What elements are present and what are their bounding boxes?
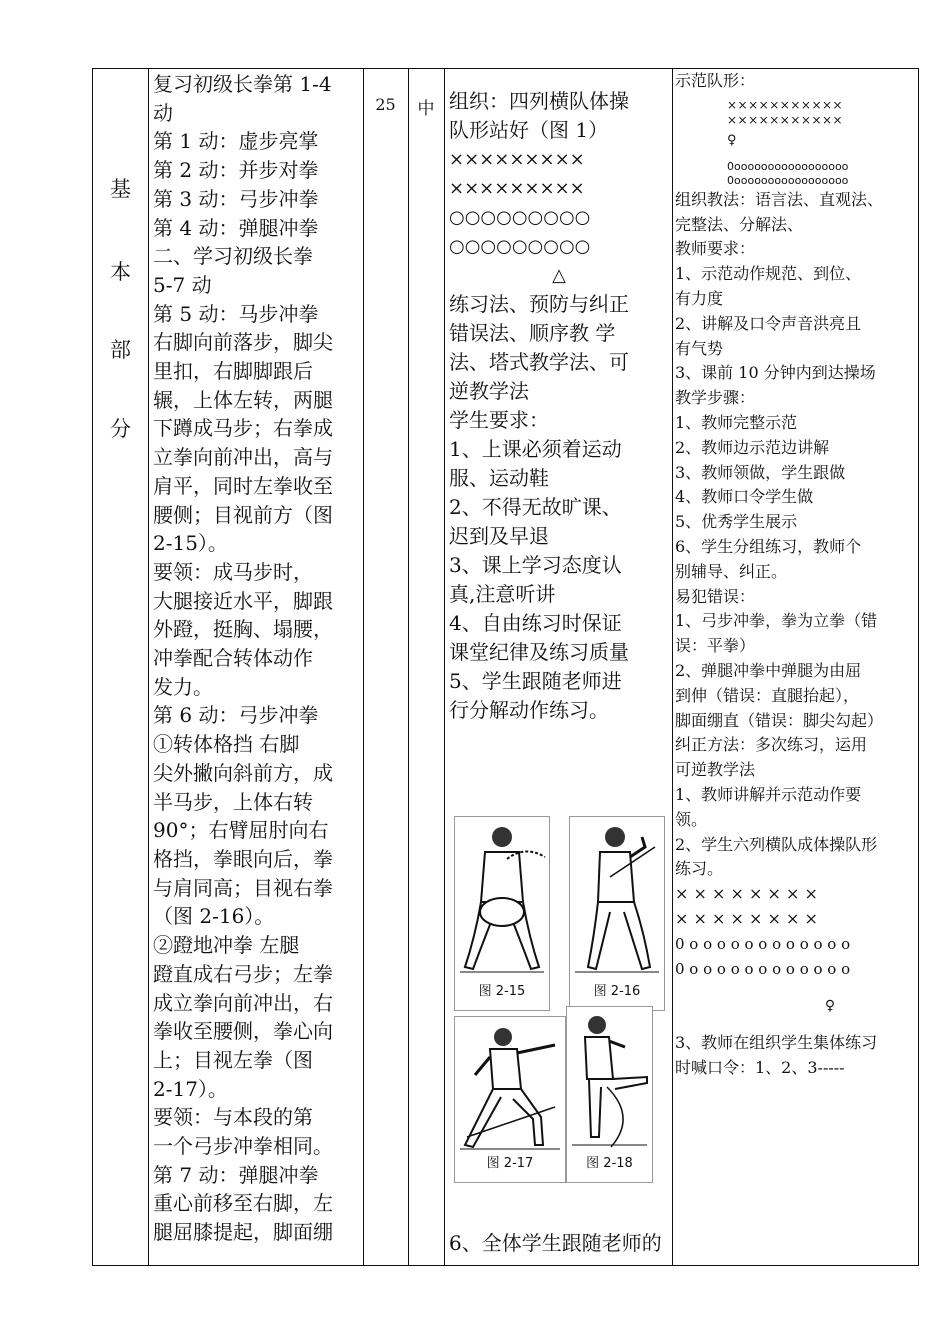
methods-text	[675, 188, 915, 882]
methods-line: 时喊口令：1、2、3-----	[675, 1058, 845, 1078]
content-line: 要领：成马步时，	[153, 559, 313, 584]
methods-end-text	[675, 1031, 915, 1081]
content-line: 第 4 动：弹腿冲拳	[153, 215, 319, 240]
org-requirements	[449, 290, 669, 725]
methods-line: 有气势	[675, 338, 724, 358]
content-line: 与肩同高；目视右拳	[153, 875, 333, 900]
org-line: 迟到及早退	[449, 524, 549, 548]
content-line: 格挡，拳眼向后，拳	[153, 846, 333, 871]
content-line: 5-7 动	[153, 272, 212, 297]
methods-line: 到伸（错误：直腿抬起），	[675, 685, 860, 705]
org-line: 逆教学法	[449, 379, 529, 403]
time-cell: 25	[375, 95, 396, 114]
section-char: 本	[110, 260, 131, 284]
student-row-x: ×××××××××	[449, 149, 585, 170]
methods-line: 有力度	[675, 288, 724, 308]
org-line: 1、上课必须着运动	[449, 437, 622, 461]
student-row-o: 0 o o o o o o o o o o o o	[675, 959, 851, 978]
content-line: 一个弓步冲拳相同。	[153, 1134, 333, 1159]
org-line: 2、不得无故旷课、	[449, 495, 622, 519]
content-line: 2-15）。	[153, 531, 228, 556]
content-line: ①转体格挡 右脚	[153, 732, 300, 757]
content-line: 肩平，同时左拳收至	[153, 473, 333, 498]
methods-line: 1、示范动作规范、到位、	[675, 264, 862, 284]
methods-line: 别辅导、纠正。	[675, 561, 788, 581]
intensity-cell: 中	[417, 99, 435, 119]
organization-column	[449, 69, 669, 1265]
figure-2-17	[454, 1016, 566, 1183]
content-line: 里扣，右脚脚跟后	[153, 359, 313, 384]
content-line: 复习初级长拳第 1-4	[153, 72, 332, 96]
methods-line: 3、教师领做，学生跟做	[675, 462, 846, 482]
student-row-x: ×××××××××××	[727, 112, 844, 127]
methods-line: 6、学生分组练习，教师个	[675, 536, 862, 556]
content-line: 第 1 动：虚步亮掌	[153, 129, 319, 154]
content-line: 半马步，上体右转	[153, 789, 313, 814]
content-line: 第 5 动：马步冲拳	[153, 301, 319, 326]
methods-line: 脚面绷直（错误：脚尖勾起）	[675, 710, 884, 730]
methods-line: 教学步骤：	[675, 388, 756, 408]
methods-line: 1、教师完整示范	[675, 412, 798, 432]
section-char: 部	[110, 338, 131, 362]
demo-formation-o	[675, 160, 915, 188]
figure-2-18	[566, 1006, 653, 1183]
student-row-o: 0ooooooooooooooooo	[727, 173, 849, 187]
teacher-triangle-icon: △	[552, 265, 566, 286]
org-line: 法、塔式教学法、可	[449, 350, 629, 374]
section-column	[93, 69, 148, 1265]
org-line: 课堂纪律及练习质量	[449, 640, 629, 664]
content-line: 辗，上体左转，两腿	[153, 387, 333, 412]
methods-line: 1、教师讲解并示范动作要	[675, 784, 862, 804]
methods-line: 2、讲解及口令声音洪亮且	[675, 313, 862, 333]
column-divider	[672, 69, 673, 1265]
methods-line: 误：平拳）	[675, 636, 756, 656]
student-row-o: ○○○○○○○○○	[449, 236, 591, 257]
content-line: 冲拳配合转体动作	[153, 646, 313, 671]
column-divider	[363, 69, 364, 1265]
student-row-x: × × × × × × × ×	[675, 884, 818, 904]
methods-line: 练习。	[675, 859, 724, 879]
methods-line: 2、学生六列横队成体操队形	[675, 834, 878, 854]
content-column	[153, 69, 363, 1247]
figure-caption: 图 2-17	[486, 1156, 534, 1171]
teacher-icon: ♀	[727, 132, 737, 148]
student-row-o: 0 o o o o o o o o o o o o	[675, 934, 851, 953]
figure-2-15	[454, 816, 550, 1011]
org-line: 行分解动作练习。	[449, 698, 609, 722]
column-divider	[444, 69, 445, 1265]
student-row-x: × × × × × × × ×	[675, 908, 818, 928]
section-char: 分	[110, 417, 131, 441]
methods-line: 领。	[675, 809, 708, 829]
content-line: 第 6 动：弓步冲拳	[153, 703, 319, 728]
methods-line: 教师要求：	[675, 239, 756, 259]
methods-line: 可逆教学法	[675, 760, 756, 780]
content-line: 大腿接近水平，脚跟	[153, 588, 333, 613]
org-line: 5、学生跟随老师进	[449, 669, 622, 693]
methods-line: 2、教师边示范边讲解	[675, 437, 830, 457]
content-line: 立拳向前冲出，高与	[153, 445, 333, 470]
section-char: 基	[110, 177, 131, 201]
org-line: 真,注意听讲	[449, 582, 556, 606]
content-line: 蹬直成右弓步；左拳	[153, 961, 333, 986]
student-row-x: ×××××××××	[449, 178, 585, 199]
student-row-o: ○○○○○○○○○	[449, 207, 591, 228]
content-line: 发力。	[153, 674, 213, 699]
content-line: 2-17）。	[153, 1076, 228, 1101]
methods-line: 组织教法：语言法、直观法、	[675, 189, 884, 209]
figure-caption: 图 2-18	[586, 1156, 633, 1171]
content-line: 腰侧；目视前方（图	[153, 502, 333, 527]
content-line: 第 7 动：弹腿冲拳	[153, 1162, 319, 1187]
org-line: 错误法、顺序教 学	[449, 321, 616, 345]
methods-line: 4、教师口令学生做	[675, 487, 814, 507]
methods-line: 5、优秀学生展示	[675, 512, 798, 532]
content-line: 下蹲成马步；右拳成	[153, 416, 333, 441]
methods-line: 完整法、分解法、	[675, 214, 804, 234]
student-row-o: 0ooooooooooooooooo	[727, 159, 849, 173]
content-line: 90°；右臂屈肘向右	[153, 818, 329, 843]
methods-line: 2、弹腿冲拳中弹腿为由屈	[675, 660, 862, 680]
methods-line: 纠正方法：多次练习，运用	[675, 735, 868, 755]
methods-line: 易犯错误：	[675, 586, 756, 606]
content-line: ②蹬地冲拳 左腿	[153, 933, 300, 958]
content-line: 外蹬，挺胸、塌腰，	[153, 617, 333, 642]
lesson-table	[92, 68, 919, 1266]
org-line: 3、课上学习态度认	[449, 553, 622, 577]
methods-line: 3、教师在组织学生集体练习	[675, 1033, 878, 1053]
methods-title: 示范队形：	[675, 71, 756, 90]
content-line: 第 3 动：弓步冲拳	[153, 186, 319, 211]
content-line: 右脚向前落步，脚尖	[153, 330, 333, 355]
methods-line: 3、课前 10 分钟内到达操场	[675, 363, 876, 383]
column-divider	[148, 69, 149, 1265]
student-row-x: ×××××××××××	[727, 97, 844, 112]
methods-column	[675, 69, 915, 1265]
org-line: 练习法、预防与纠正	[449, 292, 629, 316]
org-line: 服、运动鞋	[449, 466, 549, 490]
content-line: （图 2-16）。	[153, 904, 275, 929]
column-divider	[408, 69, 409, 1265]
content-line: 重心前移至右脚，左	[153, 1191, 333, 1216]
org-line: 组织：四列横队体操	[449, 89, 629, 113]
figure-caption: 图 2-16	[593, 984, 641, 999]
content-line: 上；目视左拳（图	[153, 1047, 313, 1072]
content-line: 动	[153, 100, 173, 125]
org-line: 4、自由练习时保证	[449, 611, 622, 635]
org-line: 6、全体学生跟随老师的	[449, 1231, 662, 1255]
demo-formation	[675, 98, 915, 154]
content-line: 成立拳向前冲出，右	[153, 990, 333, 1015]
figure-2-16	[569, 816, 665, 1011]
figure-caption: 图 2-15	[478, 984, 526, 999]
content-line: 拳收至腰侧，拳心向	[153, 1019, 333, 1044]
methods-line: 1、弓步冲拳，拳为立拳（错	[675, 611, 878, 631]
org-line: 队形站好（图 1）	[449, 118, 609, 142]
content-line: 尖外撇向斜前方，成	[153, 760, 333, 785]
content-line: 要领：与本段的第	[153, 1105, 313, 1130]
org-line: 学生要求：	[449, 408, 549, 432]
content-line: 第 2 动：并步对拳	[153, 158, 319, 183]
content-line: 腿屈膝提起，脚面绷	[153, 1220, 333, 1245]
content-line: 二、学习初级长拳	[153, 244, 313, 269]
teacher-icon: ♀	[824, 998, 836, 1015]
